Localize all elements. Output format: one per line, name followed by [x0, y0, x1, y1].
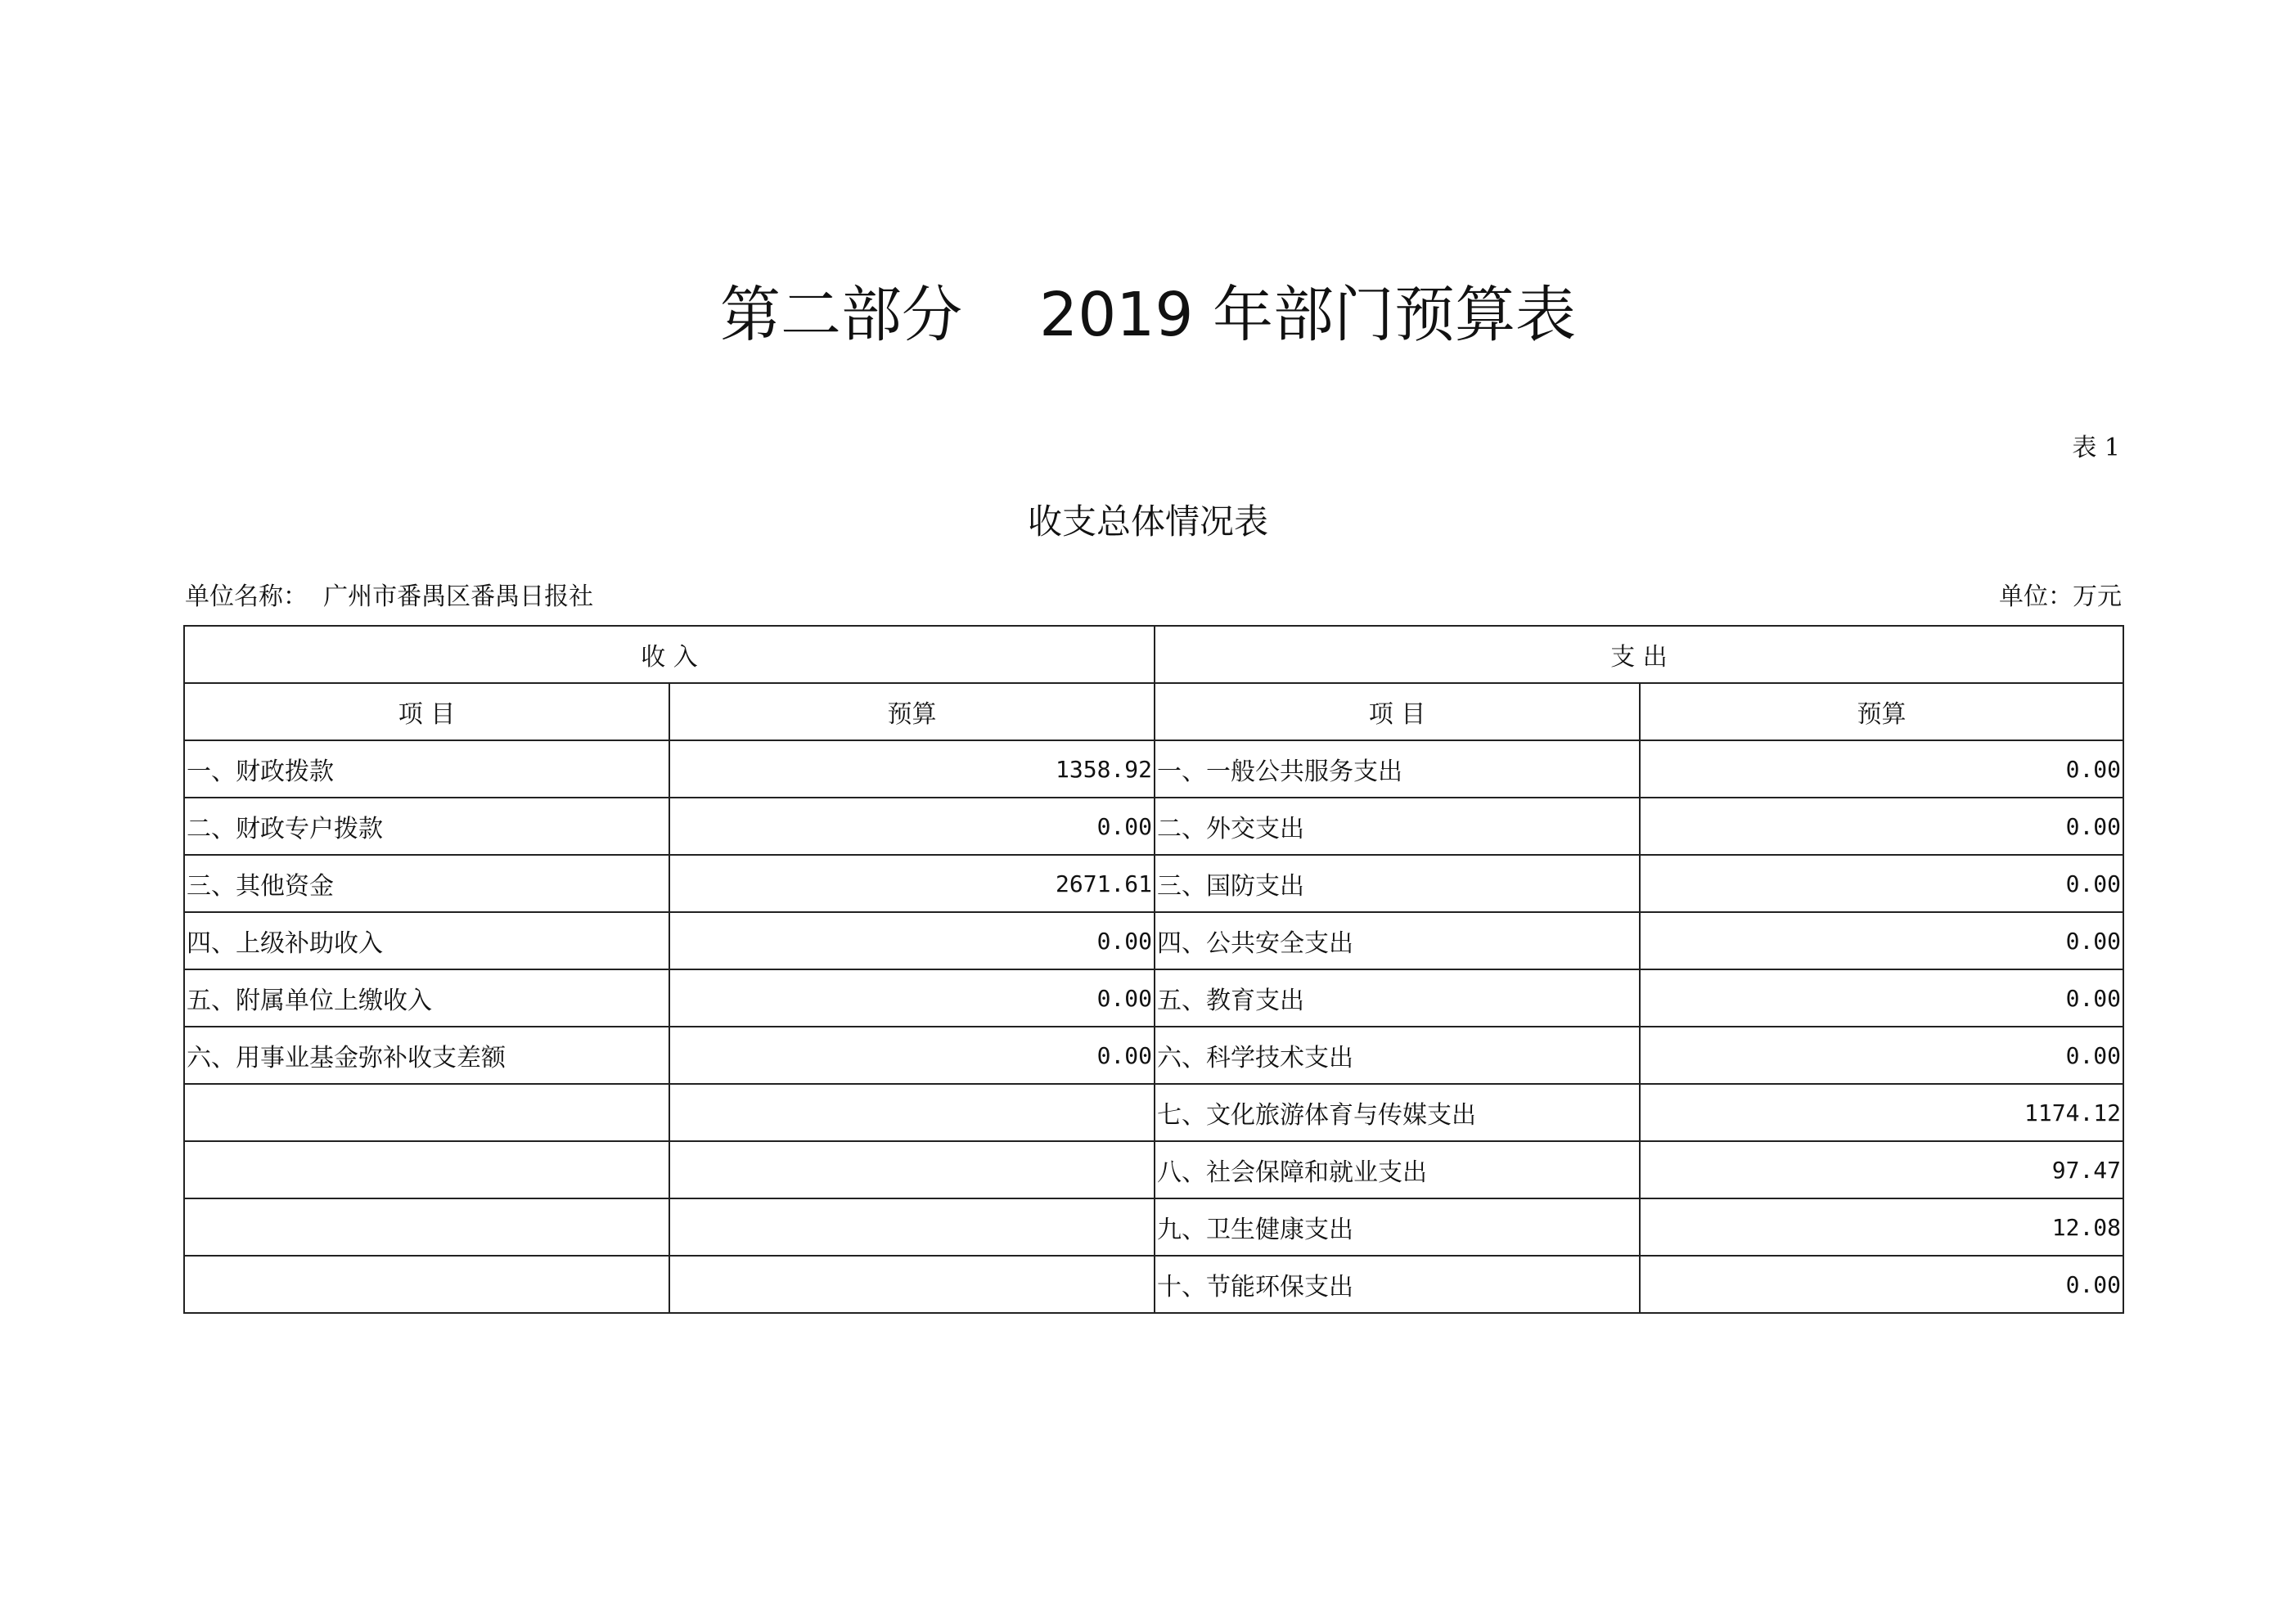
table-row: [184, 1141, 2123, 1198]
expense-item-cell: 十、节能环保支出: [1155, 1256, 1640, 1313]
budget-table: [183, 625, 2124, 1314]
expense-value-cell: 0.00: [1640, 912, 2123, 969]
expense-item-cell: 一、一般公共服务支出: [1155, 740, 1640, 798]
income-budget-header: 预算: [669, 683, 1155, 740]
table-row: [184, 969, 2123, 1027]
income-value-cell: [669, 1141, 1155, 1198]
unit-name: [185, 581, 593, 614]
income-value-cell: 0.00: [669, 798, 1155, 855]
table-row: [184, 912, 2123, 969]
expense-item-cell: 三、国防支出: [1155, 855, 1640, 912]
income-value-cell: 0.00: [669, 912, 1155, 969]
expense-item-cell: 四、公共安全支出: [1155, 912, 1640, 969]
unit-name-label: 单位名称：: [185, 582, 308, 611]
expense-item-cell: 八、社会保障和就业支出: [1155, 1141, 1640, 1198]
income-item-cell: [184, 1256, 669, 1313]
expense-header: 支 出: [1155, 626, 2123, 683]
expense-item-cell: 五、教育支出: [1155, 969, 1640, 1027]
income-item-header: 项 目: [184, 683, 669, 740]
income-value-cell: 0.00: [669, 969, 1155, 1027]
expense-budget-header: 预算: [1640, 683, 2123, 740]
income-item-cell: [184, 1084, 669, 1141]
expense-item-cell: 六、科学技术支出: [1155, 1027, 1640, 1084]
expense-item-cell: 七、文化旅游体育与传媒支出: [1155, 1084, 1640, 1141]
unit-name-value: 广州市番禺区番禺日报社: [323, 582, 594, 611]
table-title: 收支总体情况表: [1027, 501, 1268, 542]
income-value-cell: 1358.92: [669, 740, 1155, 798]
table-row: [184, 1084, 2123, 1141]
expense-value-cell: 0.00: [1640, 798, 2123, 855]
income-item-cell: 六、用事业基金弥补收支差额: [184, 1027, 669, 1084]
income-item-cell: [184, 1141, 669, 1198]
income-item-cell: 四、上级补助收入: [184, 912, 669, 969]
expense-value-cell: 97.47: [1640, 1141, 2123, 1198]
income-item-cell: [184, 1198, 669, 1256]
income-value-cell: [669, 1084, 1155, 1141]
table-row: [184, 1198, 2123, 1256]
expense-item-cell: 二、外交支出: [1155, 798, 1640, 855]
expense-item-cell: 九、卫生健康支出: [1155, 1198, 1640, 1256]
expense-value-cell: 0.00: [1640, 969, 2123, 1027]
income-header: 收 入: [184, 626, 1155, 683]
page-title: 第二部分 2019 年部门预算表: [720, 280, 1576, 350]
table-number: 表 1: [2072, 434, 2120, 462]
income-item-cell: 一、财政拨款: [184, 740, 669, 798]
expense-value-cell: 12.08: [1640, 1198, 2123, 1256]
income-value-cell: 2671.61: [669, 855, 1155, 912]
expense-value-cell: 0.00: [1640, 1256, 2123, 1313]
income-value-cell: [669, 1198, 1155, 1256]
table-row: [184, 798, 2123, 855]
income-item-cell: 五、附属单位上缴收入: [184, 969, 669, 1027]
table-row: [184, 855, 2123, 912]
expense-value-cell: 1174.12: [1640, 1084, 2123, 1141]
income-value-cell: 0.00: [669, 1027, 1155, 1084]
column-header-row: [184, 683, 2123, 740]
income-item-cell: 二、财政专户拨款: [184, 798, 669, 855]
table-row: [184, 1027, 2123, 1084]
income-item-cell: 三、其他资金: [184, 855, 669, 912]
table-row: [184, 1256, 2123, 1313]
section-header-row: [184, 626, 2123, 683]
income-value-cell: [669, 1256, 1155, 1313]
expense-value-cell: 0.00: [1640, 1027, 2123, 1084]
table-row: [184, 740, 2123, 798]
expense-value-cell: 0.00: [1640, 740, 2123, 798]
expense-value-cell: 0.00: [1640, 855, 2123, 912]
currency-unit: 单位：万元: [1999, 582, 2122, 611]
expense-item-header: 项 目: [1155, 683, 1640, 740]
